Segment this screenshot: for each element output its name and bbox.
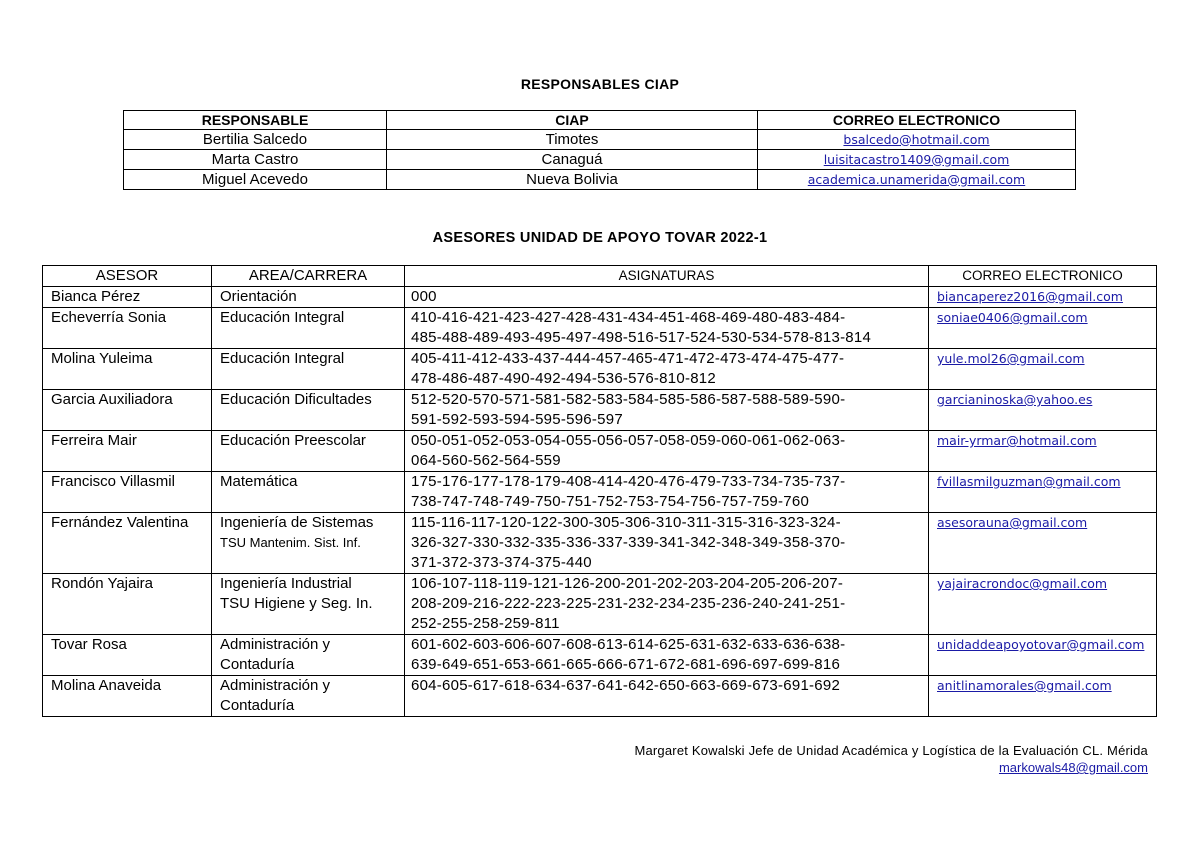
header-area: AREA/CARRERA: [212, 266, 405, 287]
asignaturas-line: 639-649-651-653-661-665-666-671-672-681-696-697-699-816: [411, 656, 841, 673]
table-row: [43, 287, 1157, 308]
responsable-name: Bertilia Salcedo: [124, 130, 387, 150]
ciap-name: Canaguá: [387, 150, 758, 170]
asesor-name: Francisco Villasmil: [43, 472, 212, 513]
area-carrera: Educación Integral: [220, 350, 345, 367]
asesor-name: Echeverría Sonia: [43, 308, 212, 349]
asesores-table: [42, 265, 1157, 717]
table-row: [124, 150, 1076, 170]
table-row: [43, 390, 1157, 431]
area-carrera: Orientación: [220, 288, 297, 305]
footer-email-link[interactable]: markowals48@gmail.com: [998, 760, 1148, 775]
email-link[interactable]: garcianinoska@yahoo.es: [937, 392, 1093, 407]
asignaturas-line: 000: [411, 288, 437, 305]
email-link[interactable]: luisitacastro1409@gmail.com: [823, 151, 1010, 167]
responsable-name: Marta Castro: [124, 150, 387, 170]
table-row: [43, 574, 1157, 635]
area-carrera-sub: Contaduría: [220, 697, 295, 714]
asesor-name: Molina Yuleima: [43, 349, 212, 390]
email-link[interactable]: asesorauna@gmail.com: [937, 515, 1088, 530]
email-link[interactable]: yule.mol26@gmail.com: [937, 351, 1085, 366]
area-carrera: Educación Dificultades: [220, 391, 372, 408]
table-row: [43, 349, 1157, 390]
title-asesores: ASESORES UNIDAD DE APOYO TOVAR 2022-1: [432, 230, 768, 246]
area-carrera-sub: Contaduría: [220, 656, 295, 673]
footer-signature: Margaret Kowalski Jefe de Unidad Académica y Logística de la Evaluación CL. Mérida: [634, 743, 1148, 758]
asignaturas-line: 175-176-177-178-179-408-414-420-476-479-733-734-735-737-: [411, 473, 846, 490]
asignaturas-line: 371-372-373-374-375-440: [411, 554, 592, 571]
asignaturas-line: 050-051-052-053-054-055-056-057-058-059-060-061-062-063-: [411, 432, 846, 449]
asignaturas-line: 115-116-117-120-122-300-305-306-310-311-315-316-323-324-: [411, 514, 841, 531]
asignaturas-line: 064-560-562-564-559: [411, 452, 561, 469]
asesor-name: Garcia Auxiliadora: [43, 390, 212, 431]
asignaturas-line: 485-488-489-493-495-497-498-516-517-524-530-534-578-813-814: [411, 329, 872, 346]
email-link[interactable]: yajairacrondoc@gmail.com: [937, 576, 1108, 591]
table-header-row: [43, 266, 1157, 287]
header-ciap: CIAP: [387, 111, 758, 130]
area-carrera: Matemática: [220, 473, 298, 490]
table-row: [43, 431, 1157, 472]
email-link[interactable]: unidaddeapoyotovar@gmail.com: [937, 637, 1145, 652]
asignaturas-line: 326-327-330-332-335-336-337-339-341-342-348-349-358-370-: [411, 534, 846, 551]
area-carrera-sub: TSU Higiene y Seg. In.: [220, 595, 373, 612]
asesor-name: Molina Anaveida: [43, 676, 212, 717]
asignaturas-line: 208-209-216-222-223-225-231-232-234-235-236-240-241-251-: [411, 595, 846, 612]
email-link[interactable]: biancaperez2016@gmail.com: [937, 289, 1123, 304]
responsable-name: Miguel Acevedo: [124, 170, 387, 190]
email-link[interactable]: bsalcedo@hotmail.com: [843, 131, 990, 147]
header-asignaturas: ASIGNATURAS: [405, 266, 929, 287]
table-row: [124, 130, 1076, 150]
table-header-row: [124, 111, 1076, 130]
email-link[interactable]: fvillasmilguzman@gmail.com: [937, 474, 1121, 489]
asignaturas-line: 252-255-258-259-811: [411, 615, 560, 632]
table-row: [43, 308, 1157, 349]
asignaturas-line: 478-486-487-490-492-494-536-576-810-812: [411, 370, 716, 387]
responsables-table: [123, 110, 1076, 190]
asignaturas-line: 405-411-412-433-437-444-457-465-471-472-473-474-475-477-: [411, 350, 845, 367]
header-correo: CORREO ELECTRONICO: [929, 266, 1157, 287]
asignaturas-line: 591-592-593-594-595-596-597: [411, 411, 623, 428]
header-asesor: ASESOR: [43, 266, 212, 287]
table-row: [43, 676, 1157, 717]
table-row: [43, 513, 1157, 574]
area-carrera: Educación Preescolar: [220, 432, 366, 449]
area-carrera: Ingeniería Industrial: [220, 575, 352, 592]
asesor-name: Bianca Pérez: [43, 287, 212, 308]
table-row: [43, 635, 1157, 676]
area-carrera-sub: TSU Mantenim. Sist. Inf.: [220, 535, 361, 550]
asignaturas-line: 738-747-748-749-750-751-752-753-754-756-757-759-760: [411, 493, 810, 510]
area-carrera: Administración y: [220, 677, 331, 694]
table-row: [43, 472, 1157, 513]
area-carrera: Ingeniería de Sistemas: [220, 514, 374, 531]
asesor-name: Ferreira Mair: [43, 431, 212, 472]
email-link[interactable]: mair-yrmar@hotmail.com: [937, 433, 1097, 448]
asignaturas-line: 601-602-603-606-607-608-613-614-625-631-632-633-636-638-: [411, 636, 846, 653]
asignaturas-line: 604-605-617-618-634-637-641-642-650-663-669-673-691-692: [411, 677, 841, 694]
area-carrera: Educación Integral: [220, 309, 345, 326]
asesor-name: Rondón Yajaira: [43, 574, 212, 635]
ciap-name: Timotes: [387, 130, 758, 150]
asignaturas-line: 512-520-570-571-581-582-583-584-585-586-587-588-589-590-: [411, 391, 846, 408]
asesor-name: Fernández Valentina: [43, 513, 212, 574]
ciap-name: Nueva Bolivia: [387, 170, 758, 190]
email-link[interactable]: anitlinamorales@gmail.com: [937, 678, 1112, 693]
area-carrera: Administración y: [220, 636, 331, 653]
email-link[interactable]: soniae0406@gmail.com: [937, 310, 1088, 325]
header-correo: CORREO ELECTRONICO: [758, 111, 1076, 130]
asignaturas-line: 410-416-421-423-427-428-431-434-451-468-469-480-483-484-: [411, 309, 846, 326]
table-row: [124, 170, 1076, 190]
header-responsable: RESPONSABLE: [124, 111, 387, 130]
asesor-name: Tovar Rosa: [43, 635, 212, 676]
email-link[interactable]: academica.unamerida@gmail.com: [807, 171, 1026, 187]
asignaturas-line: 106-107-118-119-121-126-200-201-202-203-204-205-206-207-: [411, 575, 844, 592]
title-responsables-ciap: RESPONSABLES CIAP: [520, 76, 680, 92]
